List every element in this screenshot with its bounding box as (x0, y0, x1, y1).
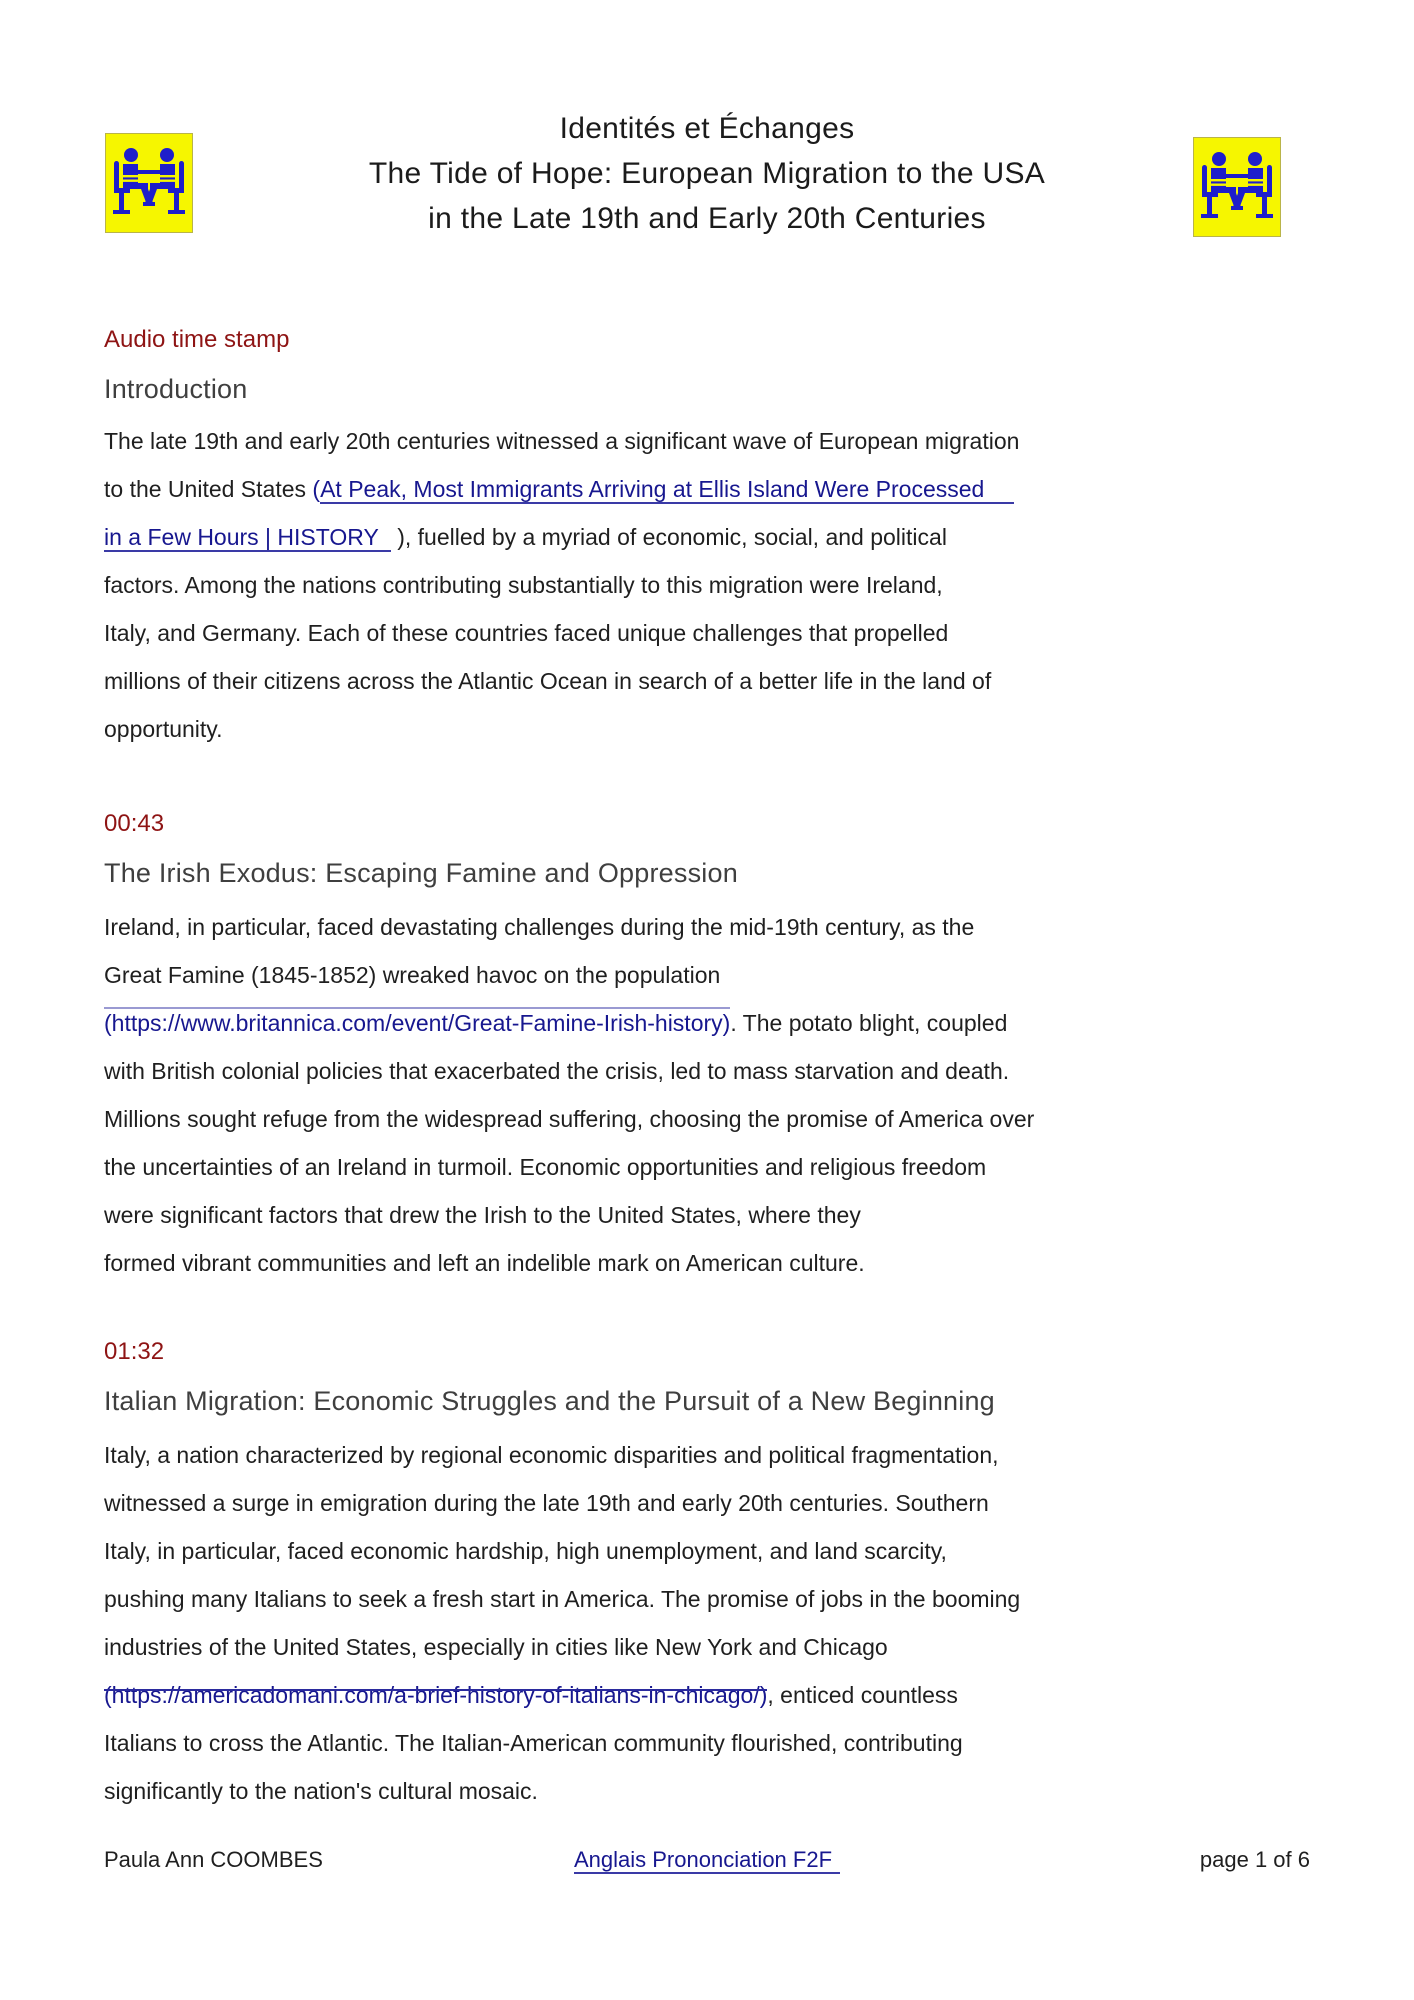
text-line (104, 705, 1414, 753)
italian-section-heading: Italian Migration: Economic Struggles and the Pursuit of a New Beginning (104, 1386, 995, 1416)
intro-heading: Introduction (104, 374, 248, 404)
americadomani-link[interactable]: (https://americadomani.com/a-brief-history-of-italians-in-chicago/) (104, 1682, 768, 1708)
text-run: opportunity. (104, 716, 223, 742)
footer-page-number: page 1 of 6 (1199, 1847, 1310, 1872)
text-line (104, 1575, 1414, 1623)
text-line (104, 1623, 1414, 1671)
text-line (104, 999, 1414, 1047)
text-run: pushing many Italians to seek a fresh start in America. The promise of jobs in the booming (104, 1586, 1021, 1612)
text-run: were significant factors that drew the Irish to the United States, where they (104, 1202, 861, 1228)
text-line (104, 1143, 1414, 1191)
ellis-island-link[interactable]: in a Few Hours | HISTORY (104, 524, 391, 552)
text-line (104, 1431, 1414, 1479)
audio-time-stamp-label: Audio time stamp (104, 326, 290, 353)
text-run: Ireland, in particular, faced devastating challenges during the mid-19th century, as the (104, 914, 975, 940)
text-line (104, 1671, 1414, 1719)
face-to-face-meeting-icon (1193, 137, 1281, 237)
course-link[interactable]: Anglais Prononciation F2F (574, 1847, 840, 1874)
irish-paragraph (104, 903, 1414, 1287)
text-run: formed vibrant communities and left an indelible mark on American culture. (104, 1250, 865, 1276)
text-run: to the United States (104, 476, 313, 502)
text-run: Italy, in particular, faced economic hardship, high unemployment, and land scarcity, (104, 1538, 947, 1564)
text-line (104, 609, 1414, 657)
text-run: ), fuelled by a myriad of economic, social, and political (390, 524, 947, 550)
text-run: Italy, and Germany. Each of these countries faced unique challenges that propelled (104, 620, 949, 646)
text-run: Italians to cross the Atlantic. The Italian-American community flourished, contributing (104, 1730, 963, 1756)
face-to-face-meeting-icon (1193, 137, 1281, 237)
title-line-1: Identités et Échanges (559, 112, 855, 145)
text-line (104, 1767, 1414, 1815)
text-line (104, 1719, 1414, 1767)
italian-paragraph (104, 1431, 1414, 1815)
text-line (104, 1239, 1414, 1287)
ellis-island-link[interactable]: At Peak, Most Immigrants Arriving at Ellis Island Were Processed (320, 476, 1014, 504)
text-line (104, 417, 1414, 465)
title-line-2: The Tide of Hope: European Migration to the USA (368, 157, 1046, 190)
timestamp-0132: 01:32 (104, 1338, 165, 1365)
text-run: , enticed countless (767, 1682, 958, 1708)
text-line (104, 657, 1414, 705)
text-line (104, 465, 1414, 513)
text-run: factors. Among the nations contributing substantially to this migration were Ireland, (104, 572, 943, 598)
text-line (104, 513, 1414, 561)
text-run: industries of the United States, especially in cities like New York and Chicago (104, 1634, 888, 1660)
face-to-face-meeting-icon (105, 133, 193, 233)
timestamp-0043: 00:43 (104, 810, 165, 837)
text-run: millions of their citizens across the Atlantic Ocean in search of a better life in the land of (104, 668, 992, 694)
text-line (104, 561, 1414, 609)
text-line (104, 1047, 1414, 1095)
text-line (104, 1095, 1414, 1143)
page-footer (104, 1846, 1310, 1874)
intro-paragraph (104, 417, 1414, 753)
text-run: with British colonial policies that exacerbated the crisis, led to mass starvation and death. (104, 1058, 1010, 1084)
britannica-famine-link[interactable]: (https://www.britannica.com/event/Great-Famine-Irish-history) (104, 1010, 731, 1036)
text-run: Italy, a nation characterized by regional economic disparities and political fragmentation, (104, 1442, 999, 1468)
text-run: witnessed a surge in emigration during the late 19th and early 20th centuries. Southern (104, 1490, 989, 1516)
text-line (104, 1527, 1414, 1575)
text-run: significantly to the nation's cultural mosaic. (104, 1778, 538, 1804)
text-line (104, 1479, 1414, 1527)
text-run: the uncertainties of an Ireland in turmoil. Economic opportunities and religious freedom (104, 1154, 987, 1180)
text-line (104, 951, 1414, 999)
text-run: The late 19th and early 20th centuries witnessed a significant wave of European migration (104, 428, 1020, 454)
text-line (104, 903, 1414, 951)
footer-course (506, 1846, 908, 1874)
text-run: Great Famine (1845-1852) wreaked havoc on the population (104, 962, 721, 988)
text-line (104, 1191, 1414, 1239)
title-line-3: in the Late 19th and Early 20th Centuries (428, 202, 986, 235)
face-to-face-meeting-icon (105, 133, 193, 233)
footer-author: Paula Ann COOMBES (104, 1847, 323, 1872)
text-run: Millions sought refuge from the widespread suffering, choosing the promise of America over (104, 1106, 1035, 1132)
irish-section-heading: The Irish Exodus: Escaping Famine and Oppression (104, 858, 738, 888)
ellis-island-link[interactable]: ( (312, 476, 321, 502)
text-run: . The potato blight, coupled (730, 1010, 1008, 1036)
